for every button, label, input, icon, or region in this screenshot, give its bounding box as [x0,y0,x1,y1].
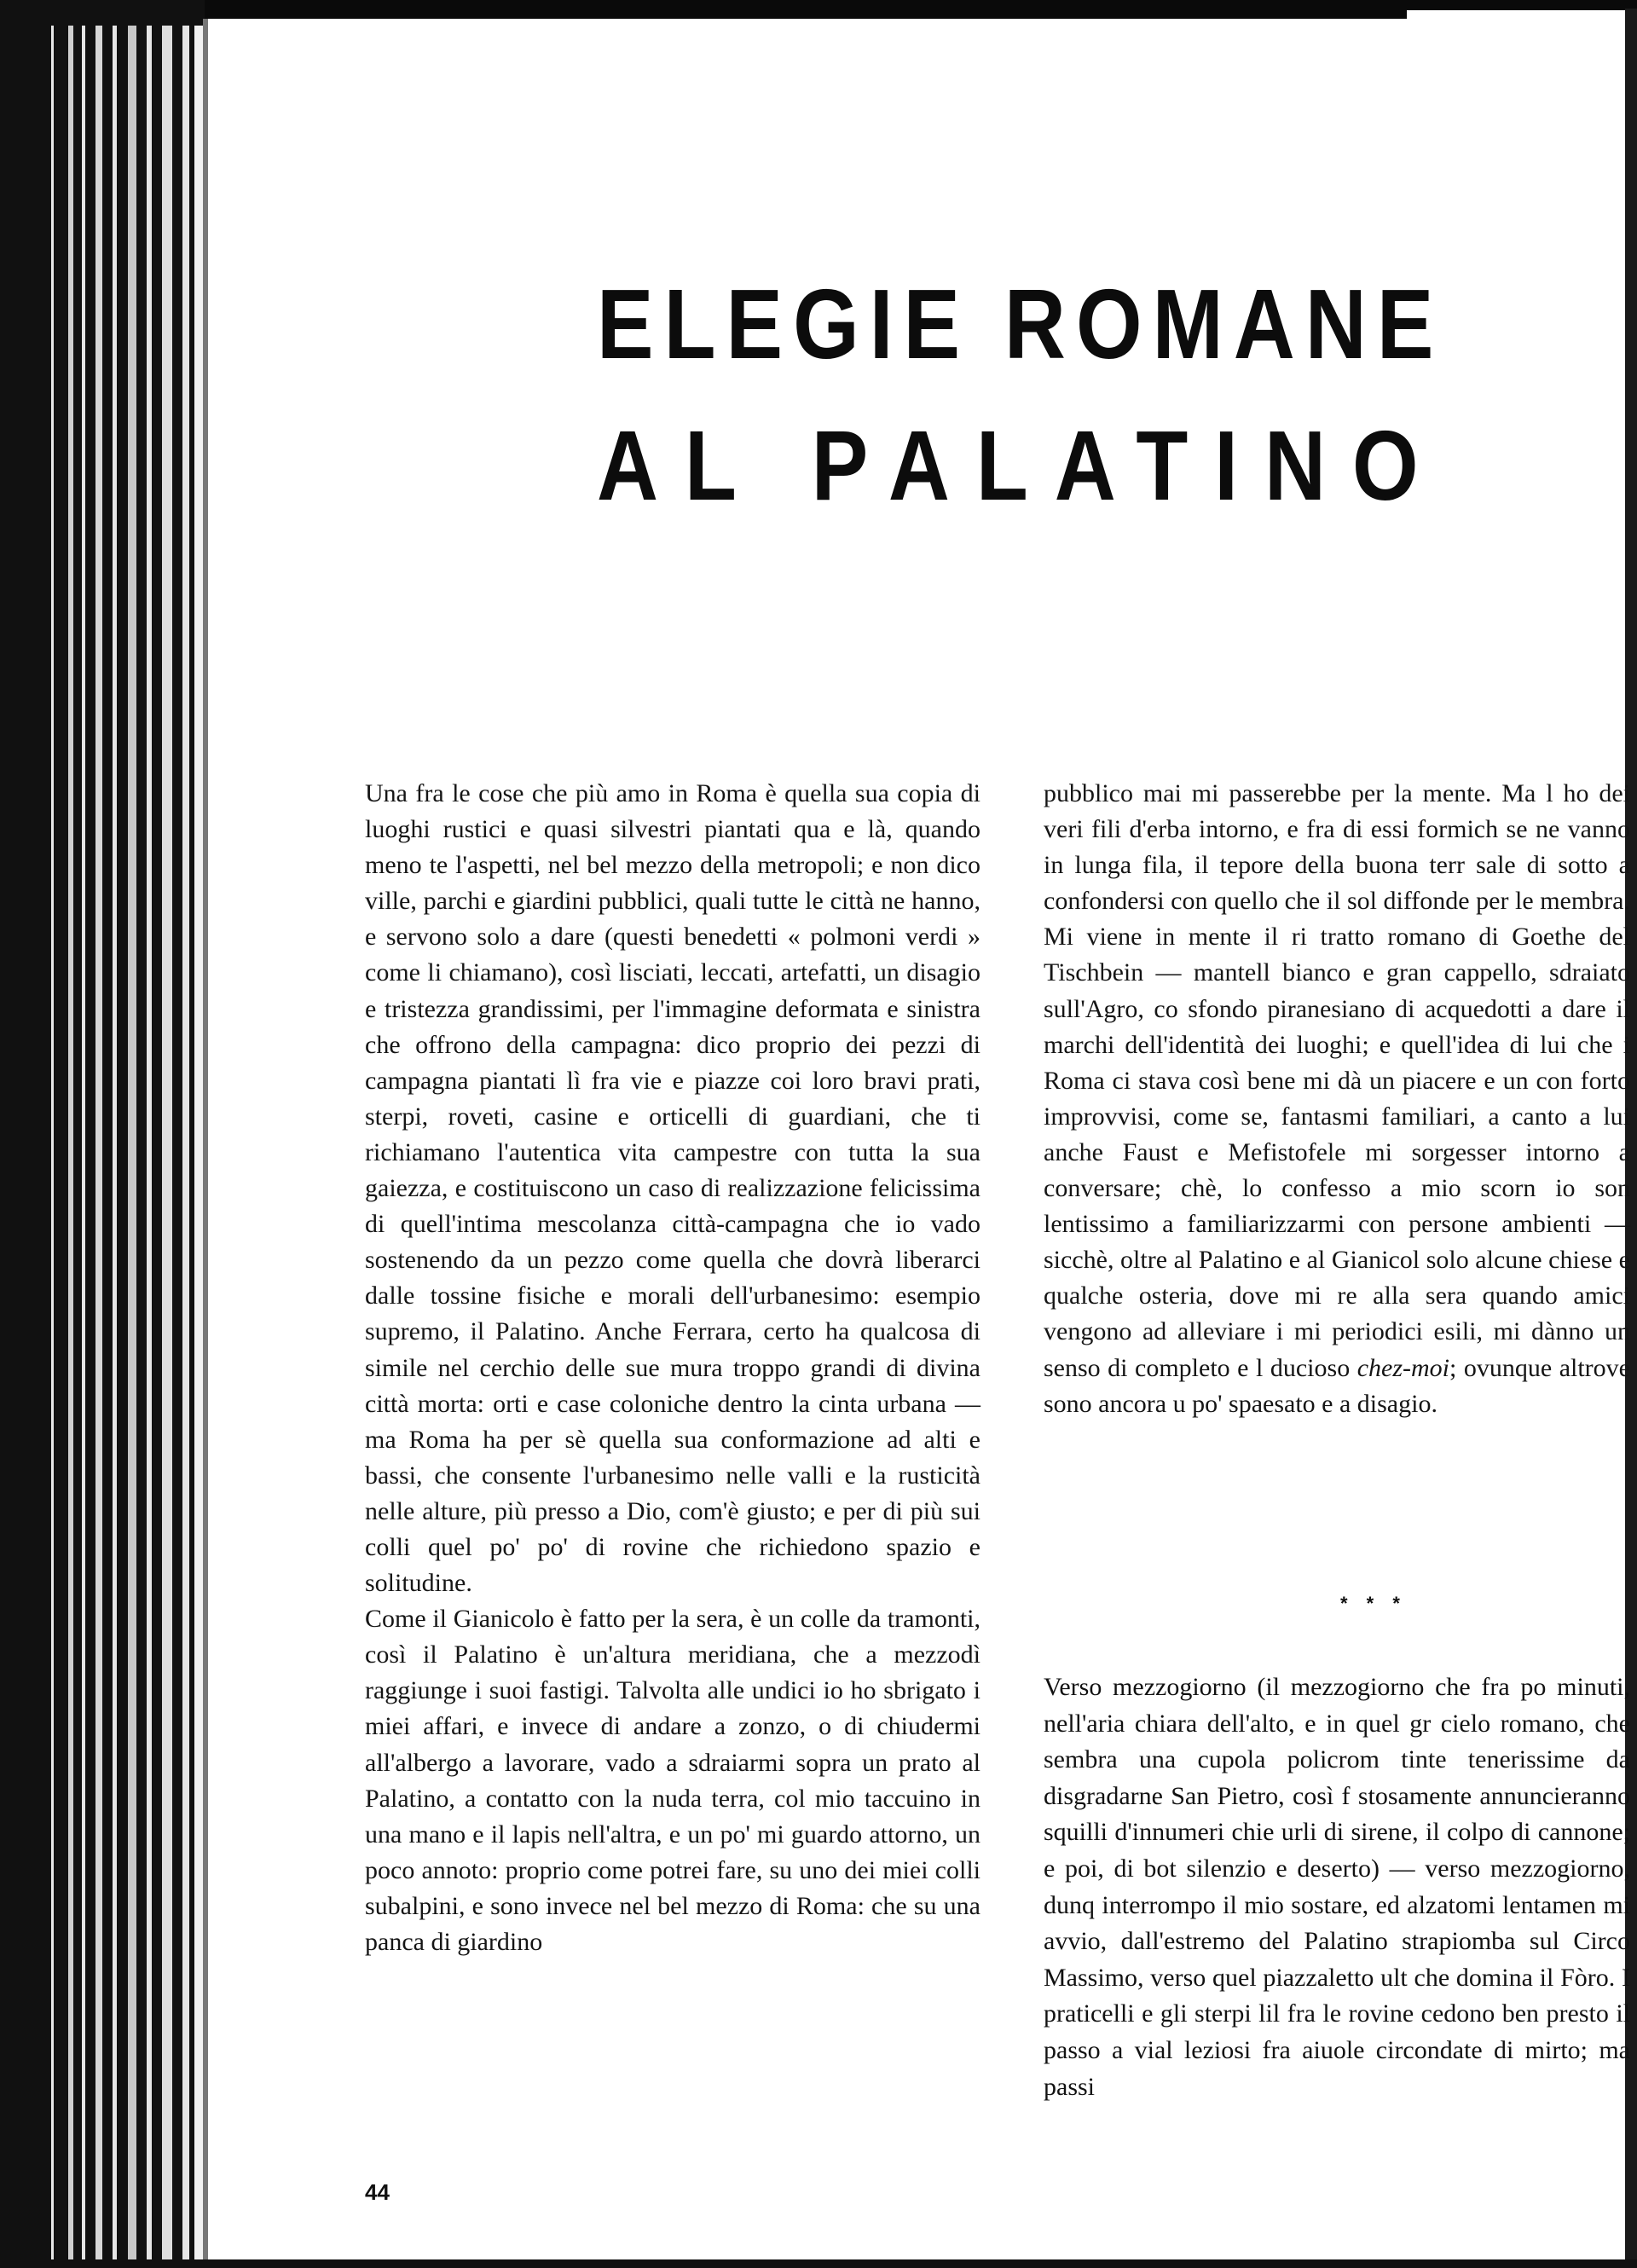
scan-top-border [0,0,1407,19]
left-paragraph-1: Una fra le cose che più amo in Roma è quella sua copia di luoghi rustici e quasi silvestri piantati qua e là, quando meno te l'aspetti, nel bel mezzo della metropoli; e non dico ville, parchi e giardini pubblici, quali tutte le città ne hanno, e servono solo a dare (questi benedetti « polmoni verdi » come li chiamano), così lisciati, leccati, artefatti, un disagio e tristezza grandissimi, per l'immagine deformata e sinistra che offrono della campagna: dico proprio dei pezzi di campagna piantati lì fra vie e piazze coi loro bravi prati, sterpi, roveti, casine e orticelli di guardiani, che ti richiamano l'autentica vita campestre con tutta la sua gaiezza, e costituiscono un caso di realizzazione felicissima di quell'intima mescolanza città-campagna che io vado sostenendo da un pezzo come quella che dovrà liberarci dalle tossine fisiche e morali dell'urbanesimo: esempio supremo, il Palatino. Anche Ferrara, certo ha qualcosa di simile nel cerchio delle sue mura troppo grandi di divina città morta: orti e case coloniche dentro la cinta urbana — ma Roma ha per sè quella sua conformazione ad alti e bassi, che consente l'urbanesimo nelle valli e la rusticità nelle alture, più presso a Dio, com'è giusto; e per di più sui colli quel po' po' di rovine che richiedono spazio e solitudine. [365,779,980,1598]
right-paragraph-1-text: pubblico mai mi passerebbe per la mente. Ma l ho dei veri fili d'erba intorno, e fra di essi formich se ne vanno in lunga fila, il tepore della buona terr sale di sotto a confondersi con quello che il sol diffonde per le membra. Mi viene in mente il ri tratto romano di Goethe del Tischbein — mantell bianco e gran cappello, sdraiato sull'Agro, co sfondo piranesiano di acquedotti a dare il marchi dell'identità dei luoghi; e quell'idea di lui che i Roma ci stava così bene mi dà un piacere e un con forto improvvisi, come se, fantasmi familiari, a canto a lui anche Faust e Mefistofele mi sorgesser intorno a conversare; chè, lo confesso a mio scorn io son lentissimo a familiarizzarmi con persone ambienti — sicchè, oltre al Palatino e al Gianicol solo alcune chiese e qualche osteria, dove mi re alla sera quando amici vengono ad alleviare i mi periodici esili, mi dànno un senso di completo e l ducioso [1044,779,1630,1382]
italic-phrase: chez-moi [1356,1353,1450,1382]
right-paragraph-1-end: ; ovunque altrove sono ancora u po' spaesato e a disagio. [1044,1353,1630,1418]
right-paragraph-1 [1044,776,1630,1422]
left-text-column [365,776,980,1960]
article-title-line-2: AL PALATINO [597,410,1445,521]
scan-top-border-right [1407,0,1637,10]
page-number: 44 [365,2179,390,2205]
section-separator: * * * [1340,1593,1407,1614]
book-page-edges [0,0,205,2268]
page-gutter-shadow [203,19,208,2268]
left-paragraph-2: Come il Gianicolo è fatto per la sera, è un colle da tramonti, così il Palatino è un'altura meridiana, che a mezzodì raggiunge i suoi fastigi. Talvolta alle undici io ho sbrigato i miei affari, e invece di andare a zonzo, o di chiudermi all'albergo a lavorare, vado a sdraiarmi sopra un prato al Palatino, a contatto con la nuda terra, col mio taccuino in una mano e il lapis nell'altra, e un po' mi guardo attorno, un poco annoto: proprio come potrei fare, su uno dei miei colli subalpini, e sono invece nel bel mezzo di Roma: che su una panca di giardino [365,1605,980,1956]
right-paragraph-2: Verso mezzogiorno (il mezzogiorno che fra po minuti, nell'aria chiara dell'alto, e in quel gr cielo romano, che sembra una cupola policrom tinte tenerissime da disgradarne San Pietro, così f stosamente annuncieranno squilli d'innumeri chie urli di sirene, il colpo di cannone; e poi, di bot silenzio e deserto) — verso mezzogiorno, dunq interrompo il mio sostare, ed alzatomi lentamen mi avvio, dall'estremo del Palatino strapiomba sul Circo Massimo, verso quel piazzaletto ult che domina il Fòro. I praticelli e gli sterpi lil fra le rovine cedono ben presto il passo a vial leziosi fra aiuole circondate di mirto; ma passi [1044,1673,1630,2101]
article-title-line-1: ELEGIE ROMANE [597,269,1444,379]
scan-bottom-border [0,2259,1637,2268]
right-text-column [1044,776,1630,1422]
